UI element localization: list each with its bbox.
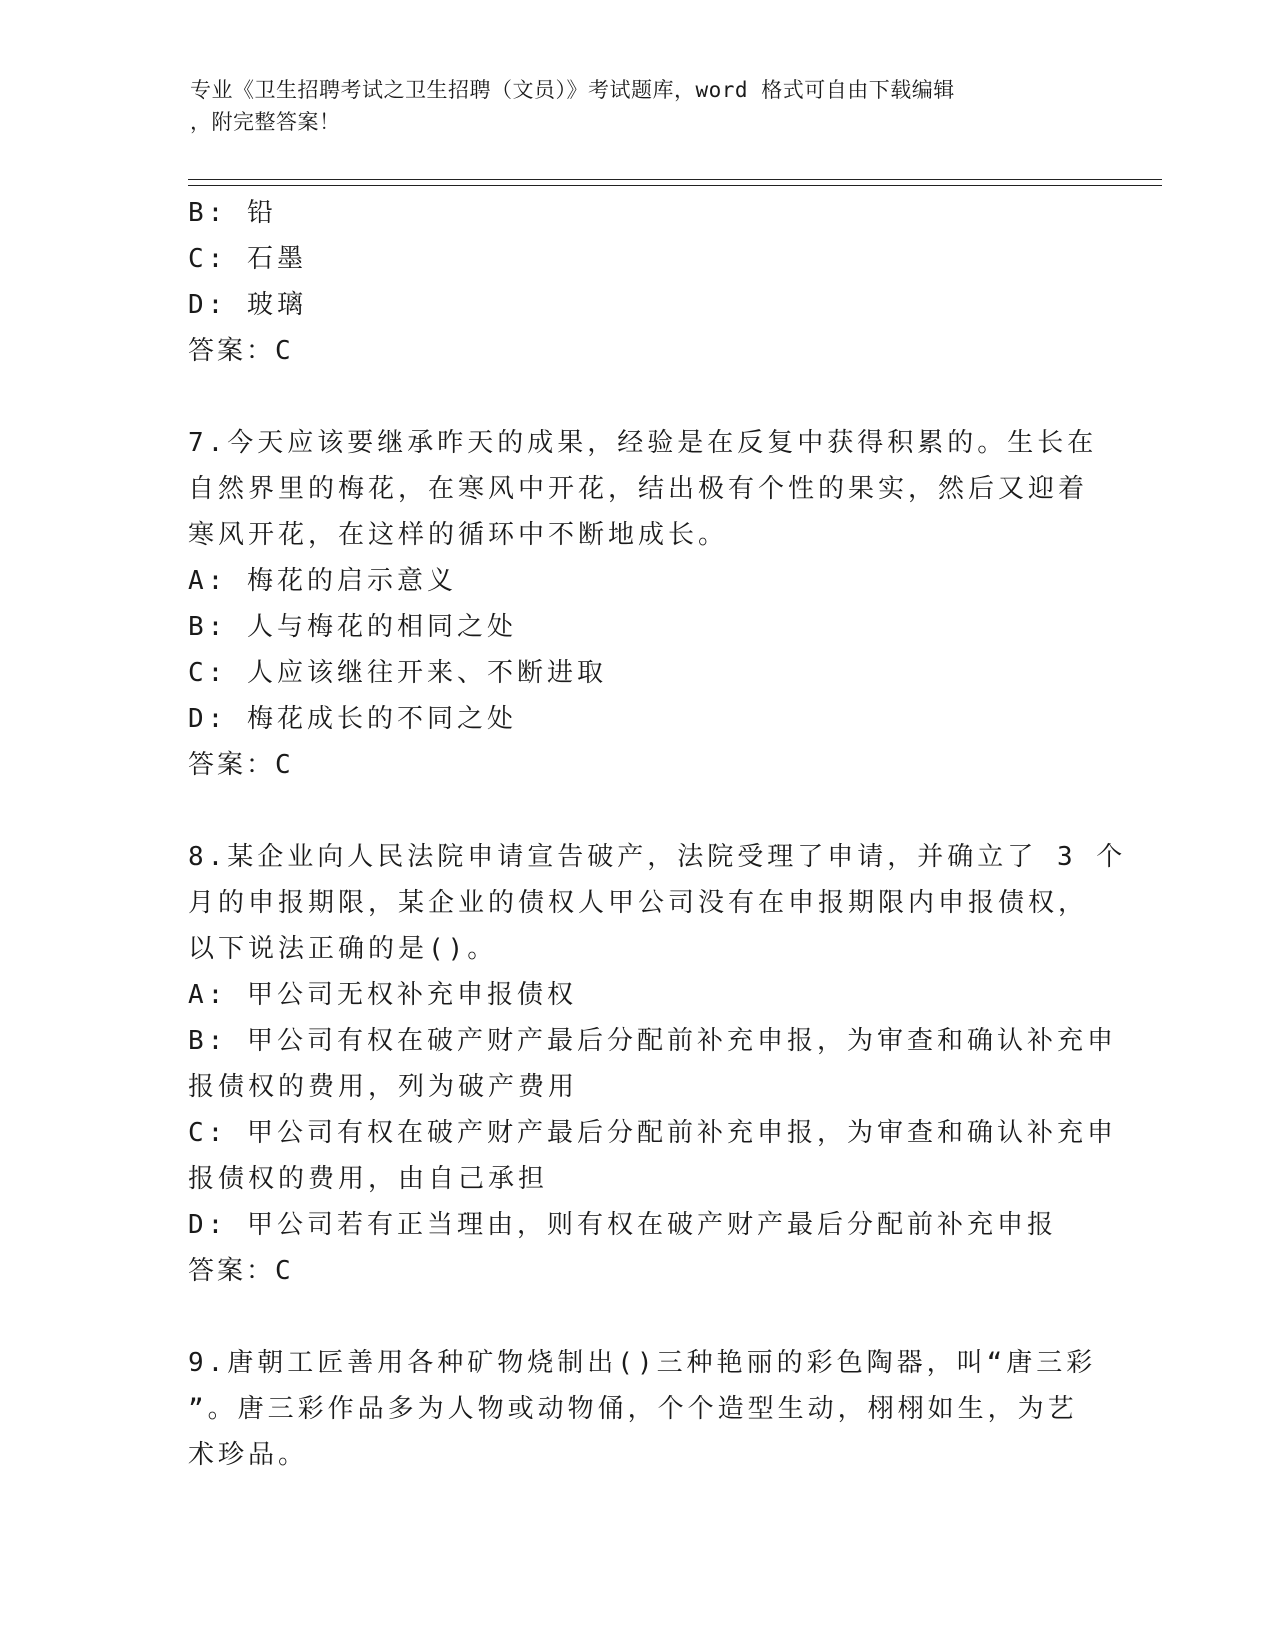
header-divider-bottom — [188, 185, 1162, 186]
question-text-line: 月的申报期限，某企业的债权人甲公司没有在申报期限内申报债权， — [188, 888, 1089, 918]
question-9 — [188, 1340, 1097, 1478]
option-a: A: 梅花的启示意义 — [188, 566, 457, 596]
option-b: B: 铅 — [188, 198, 277, 228]
question-content — [188, 190, 1127, 1478]
question-7 — [188, 420, 1098, 788]
option-c: C: 人应该继往开来、不断进取 — [188, 658, 607, 688]
option-a: A: 甲公司无权补充申报债权 — [188, 980, 577, 1010]
option-c: C: 石墨 — [188, 244, 307, 274]
option-d: D: 甲公司若有正当理由，则有权在破产财产最后分配前补充申报 — [188, 1210, 1057, 1240]
option-b: B: 甲公司有权在破产财产最后分配前补充申报，为审查和确认补充申 — [188, 1026, 1117, 1056]
header-divider-top — [188, 179, 1162, 180]
page-header — [190, 74, 1090, 138]
option-c: C: 甲公司有权在破产财产最后分配前补充申报，为审查和确认补充申 — [188, 1118, 1117, 1148]
header-line-2: ，附完整答案！ — [190, 110, 341, 134]
answer-line: 答案：C — [188, 750, 294, 780]
header-line-1: 专业《卫生招聘考试之卫生招聘（文员）》考试题库，word 格式可自由下载编辑 — [190, 78, 955, 102]
option-c-continued: 报债权的费用，由自己承担 — [188, 1164, 549, 1194]
question-6 — [188, 190, 1088, 374]
question-text-line: ”。唐三彩作品多为人物或动物俑，个个造型生动，栩栩如生，为艺 — [188, 1394, 1078, 1424]
option-b: B: 人与梅花的相同之处 — [188, 612, 517, 642]
question-text-line: 以下说法正确的是()。 — [188, 934, 498, 964]
option-b-continued: 报债权的费用，列为破产费用 — [188, 1072, 579, 1102]
question-text-line: 自然界里的梅花，在寒风中开花，结出极有个性的果实，然后又迎着 — [188, 474, 1089, 504]
option-d: D: 玻璃 — [188, 290, 307, 320]
question-text-line: 术珍品。 — [188, 1440, 309, 1470]
question-text-line: 9.唐朝工匠善用各种矿物烧制出()三种艳丽的彩色陶器，叫“唐三彩 — [188, 1348, 1097, 1378]
option-d: D: 梅花成长的不同之处 — [188, 704, 517, 734]
question-text-line: 寒风开花，在这样的循环中不断地成长。 — [188, 520, 729, 550]
question-8 — [188, 834, 1127, 1294]
question-text-line: 7.今天应该要继承昨天的成果，经验是在反复中获得积累的。生长在 — [188, 428, 1098, 458]
answer-line: 答案：C — [188, 1256, 294, 1286]
answer-line: 答案：C — [188, 336, 294, 366]
question-text-line: 8.某企业向人民法院申请宣告破产，法院受理了申请，并确立了 3 个 — [188, 842, 1127, 872]
